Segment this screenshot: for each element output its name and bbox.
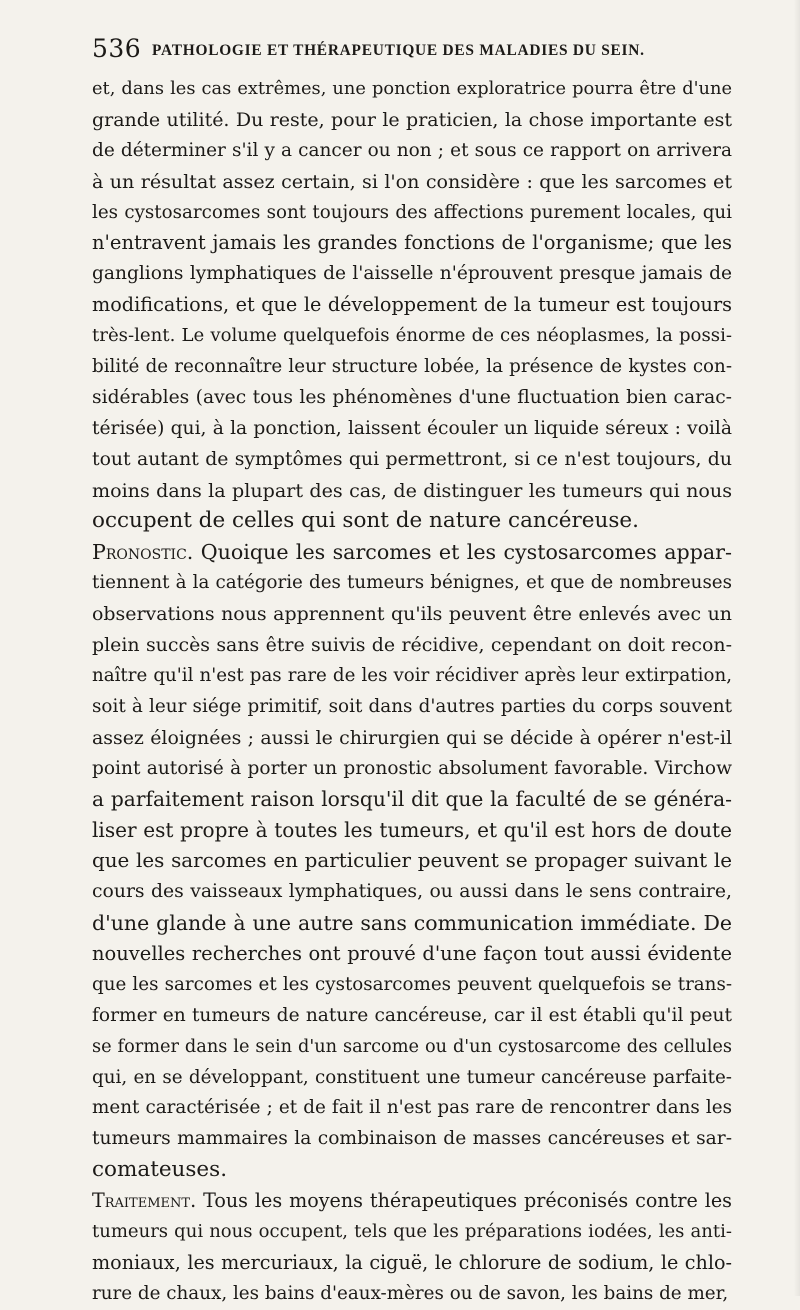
line-text: tiennent à la catégorie des tumeurs bénignes, et que de nombreuses <box>92 572 732 594</box>
text-line <box>92 1032 732 1063</box>
line-text: former en tumeurs de nature cancéreuse, car il est établi qu'il peut <box>92 1004 732 1026</box>
text-line <box>92 754 732 785</box>
text-line <box>92 568 732 599</box>
text-line <box>92 970 732 1001</box>
text-line <box>92 846 732 877</box>
page-header <box>92 34 732 64</box>
line-text: soit à leur siége primitif, soit dans d'autres parties du corps souvent <box>92 695 732 717</box>
line-text: et, dans les cas extrêmes, une ponction exploratrice pourra être d'une <box>92 78 732 99</box>
line-text: ganglions lymphatiques de l'aisselle n'éprouvent presque jamais de <box>92 263 732 285</box>
line-text: ment caractérisée ; et de fait il n'est pas rare de rencontrer dans les <box>92 1097 732 1119</box>
line-text: qui, en se développant, constituent une tumeur cancéreuse parfaite- <box>92 1066 732 1088</box>
text-line <box>92 692 732 723</box>
text-line <box>92 105 732 136</box>
text-line <box>92 198 732 229</box>
line-text: se former dans le sein d'un sarcome ou d'un cystosarcome des cellules <box>92 1036 732 1057</box>
text-line <box>92 1124 732 1155</box>
line-text: d'une glande à une autre sans communication immédiate. De <box>92 911 732 936</box>
text-line <box>92 908 732 939</box>
line-text: Quoique les sarcomes et les cystosarcomes appar- <box>193 540 732 565</box>
page-edge-shadow <box>794 0 800 1296</box>
body-text <box>92 74 732 1310</box>
line-text: Tous les moyens thérapeutiques préconisés contre les <box>196 1189 732 1213</box>
text-line <box>92 661 732 692</box>
line-text: assez éloignées ; aussi le chirurgien qui se décide à opérer n'est-il <box>92 726 732 749</box>
line-text: tumeurs qui nous occupent, tels que les préparations iodées, les anti- <box>92 1220 732 1242</box>
section-heading: Traitement. <box>92 1189 197 1213</box>
line-text: moins dans la plupart des cas, de distinguer les tumeurs qui nous <box>92 478 732 502</box>
line-text: à un résultat assez certain, si l'on considère : que les sarcomes et <box>92 169 732 193</box>
text-line <box>92 630 732 661</box>
text-line <box>92 784 732 815</box>
text-line <box>92 1186 732 1217</box>
text-line <box>92 321 732 352</box>
text-line <box>92 599 732 630</box>
line-text: moniaux, les mercuriaux, la ciguë, le chlorure de sodium, le chlo- <box>92 1250 732 1274</box>
text-line <box>92 1279 732 1310</box>
line-text: les cystosarcomes sont toujours des affections purement locales, qui <box>92 201 732 223</box>
line-text: a parfaitement raison lorsqu'il dit que la faculté de se généra- <box>92 787 732 812</box>
line-text: de déterminer s'il y a cancer ou non ; et sous ce rapport on arrivera <box>92 139 732 161</box>
line-text: très-lent. Le volume quelquefois énorme de ces néoplasmes, la possi- <box>92 325 732 347</box>
line-text: nouvelles recherches ont prouvé d'une façon tout aussi évidente <box>92 941 732 965</box>
text-line <box>92 228 732 259</box>
line-text: point autorisé à porter un pronostic absolument favorable. Virchow <box>92 757 732 779</box>
line-text: modifications, et que le développement de la tumeur est toujours <box>92 293 732 317</box>
text-line <box>92 1093 732 1124</box>
line-text: comateuses. <box>92 1157 228 1183</box>
text-line <box>92 167 732 198</box>
text-line <box>92 445 732 476</box>
text-line <box>92 136 732 167</box>
line-text: que les sarcomes en particulier peuvent se propager suivant le <box>92 849 732 873</box>
text-line <box>92 290 732 321</box>
text-line <box>92 259 732 290</box>
text-line <box>92 723 732 754</box>
line-text: naître qu'il n'est pas rare de les voir récidiver après leur extirpation, <box>92 664 732 686</box>
line-text: térisée) qui, à la ponction, laissent écouler un liquide séreux : voilà <box>92 417 732 439</box>
line-text: cours des vaisseaux lymphatiques, ou aussi dans le sens contraire, <box>92 881 732 903</box>
text-line <box>92 939 732 970</box>
line-text: occupent de celles qui sont de nature cancéreuse. <box>92 508 639 534</box>
line-text: liser est propre à toutes les tumeurs, et qu'il est hors de doute <box>92 818 732 843</box>
line-text: bilité de reconnaître leur structure lobée, la présence de kystes con- <box>92 356 732 378</box>
text-line <box>92 1155 732 1186</box>
text-line <box>92 74 732 105</box>
line-text: tout autant de symptômes qui permettront, si ce n'est toujours, du <box>92 448 732 470</box>
line-text: n'entravent jamais les grandes fonctions de l'organisme; que les <box>92 231 732 255</box>
running-head: PATHOLOGIE ET THÉRAPEUTIQUE DES MALADIES DU SEIN. <box>152 42 645 59</box>
text-line <box>92 414 732 445</box>
text-line <box>92 1217 732 1248</box>
line-text: plein succès sans être suivis de récidive, cependant on doit recon- <box>92 634 732 657</box>
text-line <box>92 815 732 846</box>
line-text: rure de chaux, les bains d'eaux-mères ou de savon, les bains de mer, <box>92 1282 729 1304</box>
line-text: observations nous apprennent qu'ils peuvent être enlevés avec un <box>92 603 732 626</box>
line-text: grande utilité. Du reste, pour le praticien, la chose importante est <box>92 108 732 131</box>
text-line <box>92 506 732 537</box>
text-line <box>92 877 732 908</box>
text-line <box>92 537 732 568</box>
line-text: que les sarcomes et les cystosarcomes peuvent quelquefois se trans- <box>92 973 732 995</box>
text-line <box>92 1001 732 1032</box>
text-line <box>92 383 732 414</box>
text-line <box>92 1248 732 1279</box>
text-line <box>92 352 732 383</box>
line-text: sidérables (avec tous les phénomènes d'une fluctuation bien carac- <box>92 386 732 408</box>
text-line <box>92 1063 732 1094</box>
page-number: 536 <box>92 34 142 63</box>
line-text: tumeurs mammaires la combinaison de masses cancéreuses et sar- <box>92 1128 732 1150</box>
section-heading: Pronostic. <box>92 540 194 565</box>
text-line <box>92 476 732 507</box>
